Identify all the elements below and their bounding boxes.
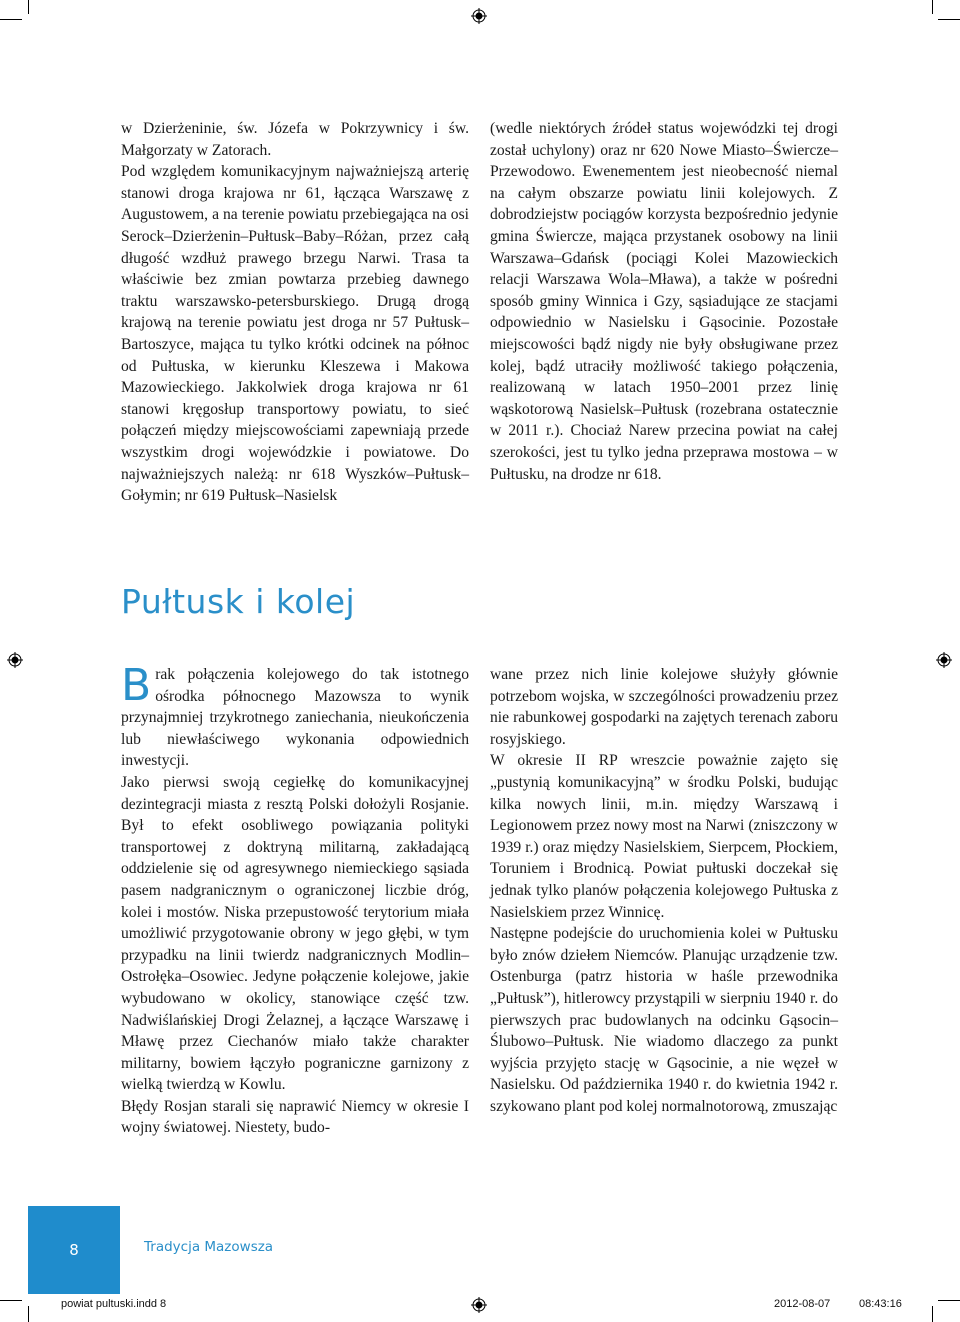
registration-mark-icon bbox=[7, 652, 23, 668]
paragraph: w Dzierżeninie, św. Józefa w Pokrzywnicy i św. Małgorzaty w Zatorach. bbox=[121, 120, 469, 159]
registration-mark-icon bbox=[936, 652, 952, 668]
paragraph-text: rak połączenia kolejowego do tak istotnego ośrodka północnego Mazowsza to wynik przynajmniej trzykrotnego zaniechania, nieukończenia lub niewłaściwego wykonania odpowiednich inwestycji. bbox=[121, 666, 469, 770]
paragraph: (wedle niektórych źródeł status wojewódzki tej drogi został uchylony) oraz nr 620 Nowe Miasto–Świercze–Przewodowo. Ewenementem jest nieobecność niemal na całym obszarze powiatu linii kolejowych. Z dobrodziejstw pociągów korzysta bezpośrednio jedynie gmina Świercze, mająca przystanek osobowy na linii Warszawa–Gdańsk (pociągi Kolei Mazowieckich relacji Warszawa Wola–Mława), a także w pośredni sposób gminy Winnica i Gzy, sąsiadujące ze stacjami odpowiednio w Nasielsku i Gąsocinie. Pozostałe miejscowości bądź nigdy nie były obsługiwane przez kolej, bądź utraciły możliwość takiego połączenia, realizowaną w latach 1950–2001 przez linię wąskotorową Nasielsk–Pułtusk (rozebrana ostatecznie w 2011 r.). Chociaż Narew przecina powiat na całej szerokości, jest tu tylko jedna przeprawa mostowa – w Pułtusku, na drodze nr 618. bbox=[490, 120, 838, 483]
page-number-box bbox=[28, 1206, 120, 1294]
page-number: 8 bbox=[69, 1241, 79, 1259]
trim-mark bbox=[932, 1306, 933, 1322]
slug-time: 08:43:16 bbox=[859, 1298, 902, 1310]
article-column-top-left bbox=[121, 118, 469, 507]
drop-cap: B bbox=[121, 660, 152, 711]
paragraph: Następne podejście do uruchomienia kolei w Pułtusku było znów dziełem Niemców. Planując urządzenie tzw. Ostenburga (patrz historia w haśle przewodnika „Pułtusk”), hitlerowcy przystąpili w sierpniu 1940 r. do pierwszych prac budowlanych na odcinku Gąsocin–Ślubowo–Pułtusk. Nie wiadomo dlaczego za punkt wyjścia przyjęto stację w Gąsocinie, a nie węzeł w Nasielsku. Od października 1940 r. do kwietnia 1942 r. szykowano plant pod kolej normalnotorową, zmuszając bbox=[490, 925, 838, 1115]
trim-mark bbox=[28, 0, 29, 14]
paragraph: Błędy Rosjan starali się naprawić Niemcy w okresie I wojny światowej. Niestety, budo- bbox=[121, 1097, 469, 1137]
magazine-name: Tradycja Mazowsza bbox=[144, 1239, 274, 1255]
section-heading: Pułtusk i kolej bbox=[121, 582, 356, 621]
article-column-bottom-right bbox=[490, 664, 838, 1117]
paragraph: wane przez nich linie kolejowe służyły głównie potrzebom wojska, w szczególności prowadzeniu przez nie rabunkowej gospodarki na zajętych terenach zaboru rosyjskiego. bbox=[490, 666, 838, 748]
trim-mark bbox=[0, 1300, 22, 1301]
paragraph bbox=[121, 660, 469, 772]
paragraph: Pod względem komunikacyjnym najważniejszą arterię stanowi droga krajowa nr 61, łącząca Warszawę z Augustowem, a na terenie powiatu przebiegająca na osi Serock–Dzierżenin–Pułtusk–Baby–Różan, przez całą długość wzdłuż prawego brzegu Narwi. Trasa ta właściwie bez zmian powtarza przebieg dawnego traktu warszawsko-petersburskiego. Drugą drogą krajową na terenie powiatu jest droga nr 57 Pułtusk–Bartoszyce, mająca tu tylko krótki odcinek na północ od Pułtuska, w kierunku Kleszewa i Makowa Mazowieckiego. Jakkolwiek droga krajowa nr 61 stanowi kręgosłup transportowy powiatu, to sieć połączeń między miejscowościami zapewniają przede wszystkim drogi wojewódzkie i powiatowe. Do najważniejszych należą: nr 618 Wyszków–Pułtusk–Gołymin; nr 619 Pułtusk–Nasielsk bbox=[121, 163, 469, 505]
paragraph: W okresie II RP wreszcie poważnie zajęto się „pustynią komunikacyjną” w środku Polski, budując kilka nowych linii, m.in. między Warszawą i Legionowem przez nowy most na Narwi (zniszczony w 1939 r.) oraz między Nasielskiem, Sierpcem, Płockiem, Toruniem i Brodnicą. Powiat pułtuski doczekał się jednak tylko planów połączenia kolejowego Pułtuska z Nasielskiem przez Winnicę. bbox=[490, 752, 838, 921]
article-column-bottom-left bbox=[121, 660, 469, 1139]
trim-mark bbox=[932, 0, 933, 14]
slug-filename: powiat pultuski.indd 8 bbox=[61, 1298, 167, 1310]
article-column-top-right bbox=[490, 118, 838, 485]
registration-mark-icon bbox=[471, 1297, 487, 1313]
paragraph: Jako pierwsi swoją cegiełkę do komunikacyjnej dezintegracji miasta z resztą Polski dołożyli Rosjanie. Był to efekt osobliwego powiązania polityki transportowej z doktryną militarną, zakładającą oddzielenie się od agresywnego niemieckiego sąsiada pasem nadgranicznym o ograniczonej liczbie dróg, kolei i mostów. Niska przepustowość terytorium miała umożliwić przygotowanie obrony w jego głębi, w tym przypadku na linii twierdz nadgranicznych Modlin–Ostrołęka–Osowiec. Jedyne połączenie kolejowe, jakie wybudowano w okolicy, stanowiące część tzw. Nadwiślańskiej Drogi Żelaznej, a łączące Warszawę i Mławę przez Ciechanów miało także charakter militarny, bowiem łączyło pograniczne garnizony z wielką twierdzą w Kowlu. bbox=[121, 773, 469, 1094]
trim-mark bbox=[28, 1306, 29, 1322]
trim-mark bbox=[938, 1300, 960, 1301]
slug-date: 2012-08-07 bbox=[774, 1298, 831, 1310]
trim-mark bbox=[938, 19, 960, 20]
trim-mark bbox=[0, 19, 22, 20]
registration-mark-icon bbox=[471, 8, 487, 24]
